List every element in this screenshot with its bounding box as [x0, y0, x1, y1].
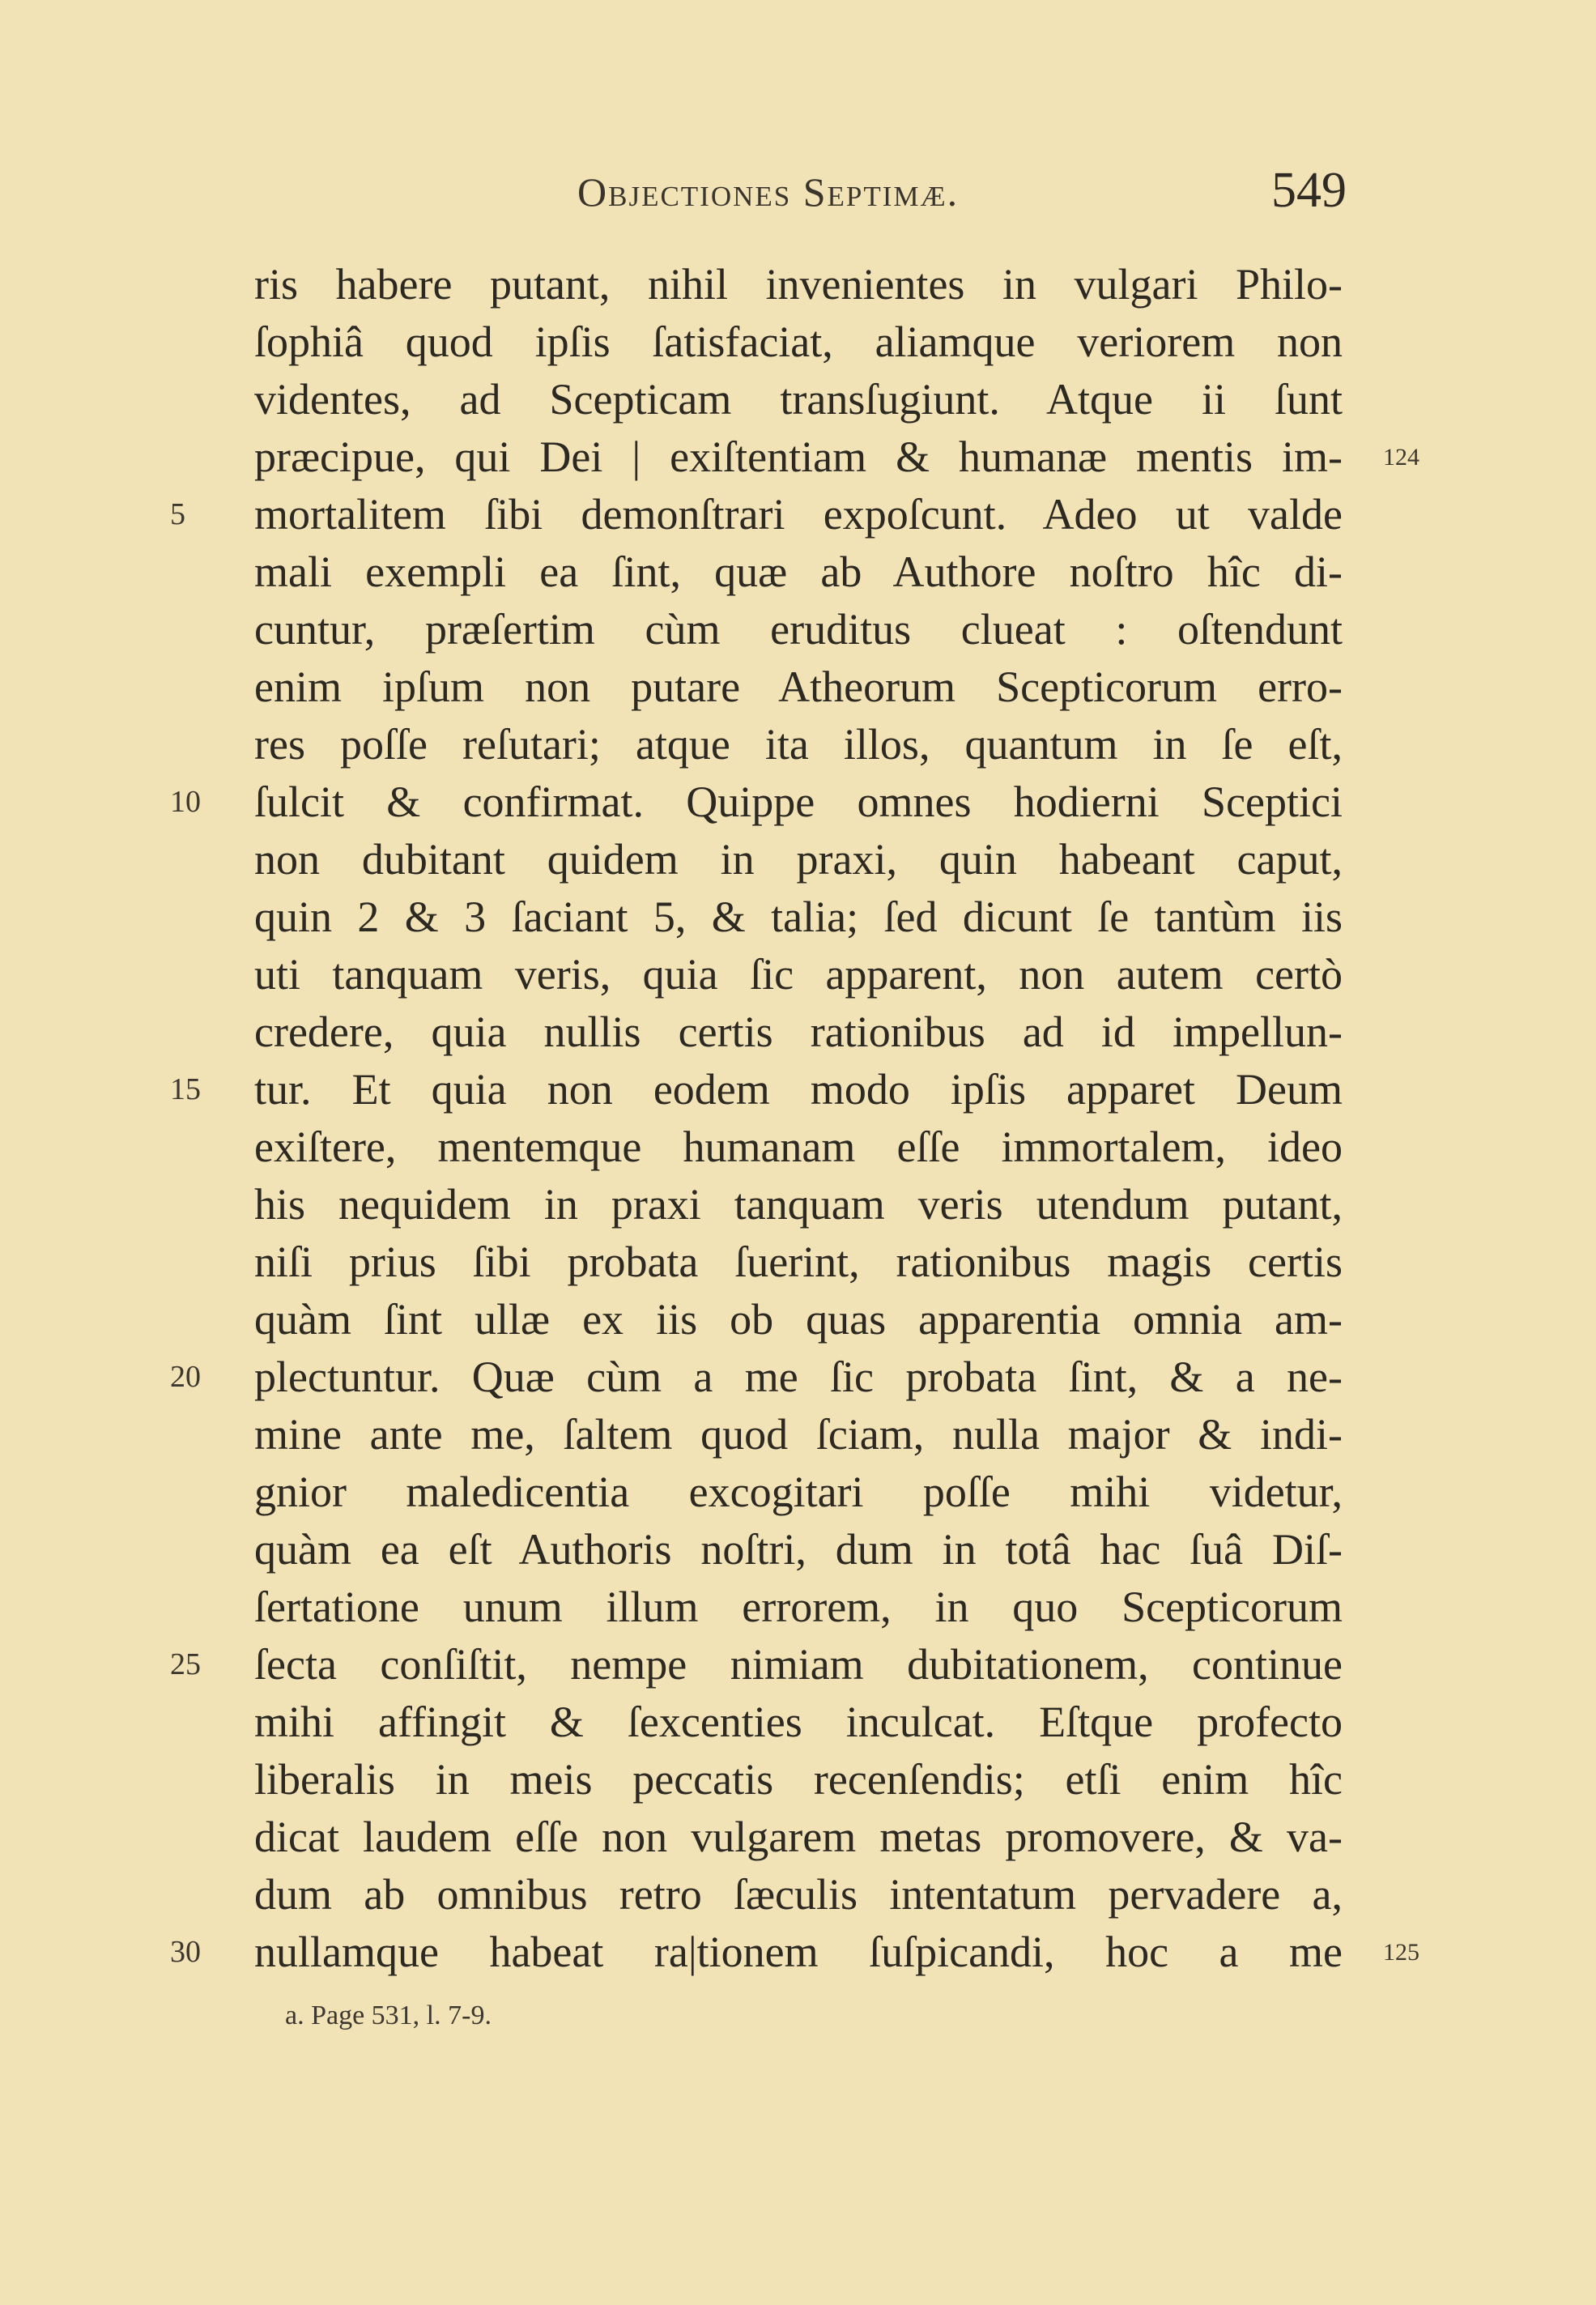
text-line	[254, 831, 1343, 888]
page-number: 549	[1271, 163, 1347, 218]
text-line	[254, 256, 1343, 313]
running-title: Objectiones Septimæ.	[577, 169, 960, 215]
text-line	[254, 1751, 1343, 1809]
text-line	[254, 716, 1343, 773]
line-number: 15	[170, 1072, 201, 1106]
line-text: ſertatione unum illum errorem, in quo Scepticorum	[254, 1583, 1343, 1631]
line-text: præcipue, qui Dei | exiſtentiam & humanæ mentis im-	[254, 432, 1343, 481]
text-line	[254, 1291, 1343, 1348]
line-text: credere, quia nullis certis rationibus ad id impellun-	[254, 1008, 1343, 1056]
line-text: liberalis in meis peccatis recenſendis; etſi enim hîc	[254, 1755, 1343, 1804]
line-text: mortalitem ſibi demonſtrari expoſcunt. Adeo ut valde	[254, 490, 1343, 539]
text-line	[254, 428, 1419, 486]
line-text: gnior maledicentia excogitari poſſe mihi videtur,	[254, 1468, 1343, 1516]
line-text: his nequidem in praxi tanquam veris utendum putant,	[254, 1180, 1343, 1229]
line-text: ſecta conſiſtit, nempe nimiam dubitationem, continue	[254, 1640, 1343, 1689]
page-header	[0, 163, 1596, 225]
margin-page-reference: 125	[1383, 1939, 1419, 1966]
line-number: 10	[170, 785, 201, 819]
text-line	[254, 658, 1343, 716]
line-number: 5	[170, 497, 185, 531]
line-text: exiſtere, mentemque humanam eſſe immortalem, ideo	[254, 1123, 1343, 1171]
text-line	[170, 1061, 1343, 1118]
text-line	[170, 1348, 1343, 1406]
line-text: dicat laudem eſſe non vulgarem metas promovere, & va-	[254, 1813, 1343, 1861]
body-text	[170, 256, 1419, 1981]
line-text: enim ipſum non putare Atheorum Scepticorum erro-	[254, 663, 1343, 711]
text-line	[254, 1003, 1343, 1061]
line-text: quàm ſint ullæ ex iis ob quas apparentia omnia am-	[254, 1295, 1343, 1344]
text-line	[254, 1809, 1343, 1866]
text-line	[170, 1636, 1343, 1694]
text-line	[170, 486, 1343, 543]
text-line	[254, 1694, 1343, 1751]
text-line	[254, 543, 1343, 601]
line-text: mine ante me, ſaltem quod ſciam, nulla major & indi-	[254, 1410, 1343, 1459]
line-text: mali exempli ea ſint, quæ ab Authore noſtro hîc di-	[254, 547, 1343, 596]
line-text: quin 2 & 3 ſaciant 5, & talia; ſed dicunt ſe tantùm iis	[254, 893, 1343, 941]
line-text: plectuntur. Quæ cùm a me ſic probata ſint, & a ne-	[254, 1353, 1343, 1401]
text-line	[254, 1579, 1343, 1636]
text-line	[254, 888, 1343, 946]
line-text: mihi affingit & ſexcenties inculcat. Eſtque profecto	[254, 1698, 1343, 1746]
text-line	[254, 313, 1343, 371]
line-text: ſophiâ quod ipſis ſatisfaciat, aliamque veriorem non	[254, 317, 1343, 366]
margin-page-reference: 124	[1383, 444, 1419, 471]
line-text: nullamque habeat ra|tionem ſuſpicandi, hoc a me	[254, 1928, 1343, 1976]
text-line	[254, 371, 1343, 428]
text-line	[254, 601, 1343, 658]
text-line	[170, 1924, 1419, 1981]
text-line	[254, 1406, 1343, 1464]
line-text: quàm ea eſt Authoris noſtri, dum in totâ hac ſuâ Diſ-	[254, 1525, 1343, 1574]
line-number: 30	[170, 1935, 201, 1969]
line-text: cuntur, præſertim cùm eruditus clueat : oſtendunt	[254, 605, 1343, 654]
line-text: non dubitant quidem in praxi, quin habeant caput,	[254, 835, 1343, 884]
line-text: dum ab omnibus retro ſæculis intentatum pervadere a,	[254, 1870, 1343, 1919]
line-text: ſulcit & confirmat. Quippe omnes hodierni Sceptici	[254, 778, 1343, 826]
footnote: a. Page 531, l. 7-9.	[285, 2000, 492, 2030]
line-text: videntes, ad Scepticam transſugiunt. Atque ii ſunt	[254, 375, 1343, 424]
line-number: 25	[170, 1647, 201, 1681]
line-text: niſi prius ſibi probata ſuerint, rationibus magis certis	[254, 1238, 1343, 1286]
text-line	[254, 1118, 1343, 1176]
text-line	[254, 1464, 1343, 1521]
text-line	[254, 1521, 1343, 1579]
line-number: 20	[170, 1360, 201, 1394]
line-text: tur. Et quia non eodem modo ipſis apparet Deum	[254, 1065, 1343, 1114]
text-line	[254, 946, 1343, 1003]
text-line	[254, 1866, 1343, 1924]
text-line	[254, 1233, 1343, 1291]
text-line	[170, 773, 1343, 831]
text-line	[254, 1176, 1343, 1233]
line-text: ris habere putant, nihil invenientes in vulgari Philo-	[254, 260, 1343, 309]
line-text: uti tanquam veris, quia ſic apparent, non autem certò	[254, 950, 1343, 999]
line-text: res poſſe reſutari; atque ita illos, quantum in ſe eſt,	[254, 720, 1343, 769]
